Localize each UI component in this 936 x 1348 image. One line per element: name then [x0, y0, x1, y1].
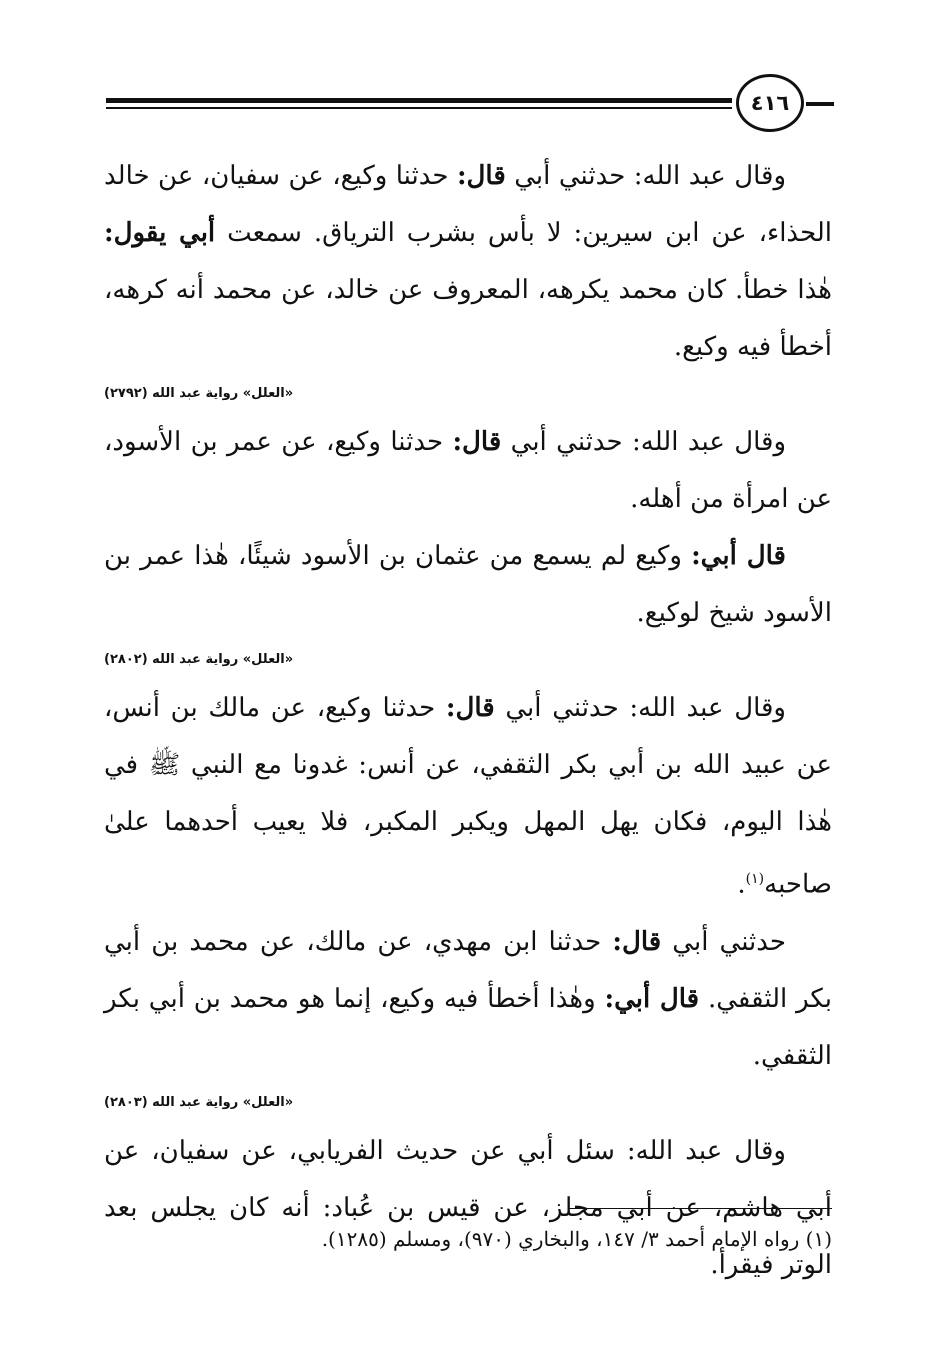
text-run: .	[737, 869, 746, 900]
paragraph	[104, 528, 832, 642]
footnote: (١) رواه الإمام أحمد ٣/ ١٤٧، والبخاري (٩٧٠)، ومسلم (١٢٨٥).	[321, 1227, 832, 1251]
page-number-badge	[736, 74, 804, 132]
bold-phrase: قال:	[612, 926, 662, 957]
text-run: وقال عبد الله: حدثني أبي	[494, 693, 786, 723]
source-citation-row	[104, 1085, 832, 1123]
footnote-marker: (١)	[745, 871, 765, 887]
source-citation: «العلل» رواية عبد الله (٢٨٠٢)	[104, 652, 294, 667]
footnote-separator	[568, 1208, 832, 1209]
page-number: ٤١٦	[750, 91, 790, 115]
text-run: وكيع لم يسمع من عثمان بن الأسود شيئًا، هٰذا عمر بن الأسود شيخ لوكيع.	[104, 541, 832, 628]
header-rule-thick	[106, 98, 732, 103]
bold-phrase: قال أبي:	[604, 983, 700, 1014]
source-citation: «العلل» رواية عبد الله (٢٧٩٢)	[104, 386, 294, 401]
paragraph	[104, 414, 832, 528]
text-run: وهٰذا أخطأ فيه وكيع، إنما هو محمد بن أبي بكر الثقفي.	[104, 983, 832, 1071]
text-run: حدثنا وكيع، عن مالك بن أنس، عن عبيد الله بن أبي بكر الثقفي، عن أنس: غدونا مع النبي ﷺ في هٰذا اليوم، فكان يهل المهل ويكبر المكبر، فلا يعيب أحدهما علىٰ صاحبه	[104, 693, 832, 900]
header-rule-right	[806, 102, 834, 106]
paragraph	[104, 914, 832, 1085]
bold-phrase: قال:	[445, 693, 495, 723]
source-citation-row	[104, 376, 832, 414]
text-run: وقال عبد الله: حدثني أبي	[501, 427, 786, 457]
bold-phrase: قال:	[456, 161, 506, 191]
text-run: حدثنا ابن مهدي، عن مالك، عن محمد بن أبي بكر الثقفي.	[104, 926, 833, 1014]
page-body	[104, 148, 832, 1294]
text-run: وقال عبد الله: حدثني أبي	[505, 161, 787, 191]
paragraph	[104, 148, 832, 376]
source-citation-row	[104, 642, 832, 680]
text-run: حدثنا وكيع، عن سفيان، عن خالد الحذاء، عن ابن سيرين: لا بأس بشرب الترياق. سمعت	[104, 161, 832, 248]
bold-phrase: قال أبي:	[691, 541, 786, 571]
bold-phrase: أبي يقول:	[104, 218, 216, 248]
text-run: هٰذا خطأ. كان محمد يكرهه، المعروف عن خالد، عن محمد أنه كرهه، أخطأ فيه وكيع.	[104, 275, 832, 362]
paragraph	[104, 680, 832, 914]
header-rule-thin	[106, 107, 732, 109]
text-run: حدثنا وكيع، عن عمر بن الأسود، عن امرأة من أهله.	[104, 427, 832, 514]
bold-phrase: قال:	[452, 427, 502, 457]
text-run: وقال عبد الله: سئل أبي عن حديث الفريابي، عن سفيان، عن أبي هاشم، عن أبي مجلز، عن قيس بن عُباد: أنه كان يجلس بعد الوتر فيقرأ.	[104, 1135, 832, 1280]
text-run: حدثني أبي	[661, 926, 786, 957]
source-citation: «العلل» رواية عبد الله (٢٨٠٣)	[104, 1094, 294, 1110]
page-header	[106, 74, 834, 134]
